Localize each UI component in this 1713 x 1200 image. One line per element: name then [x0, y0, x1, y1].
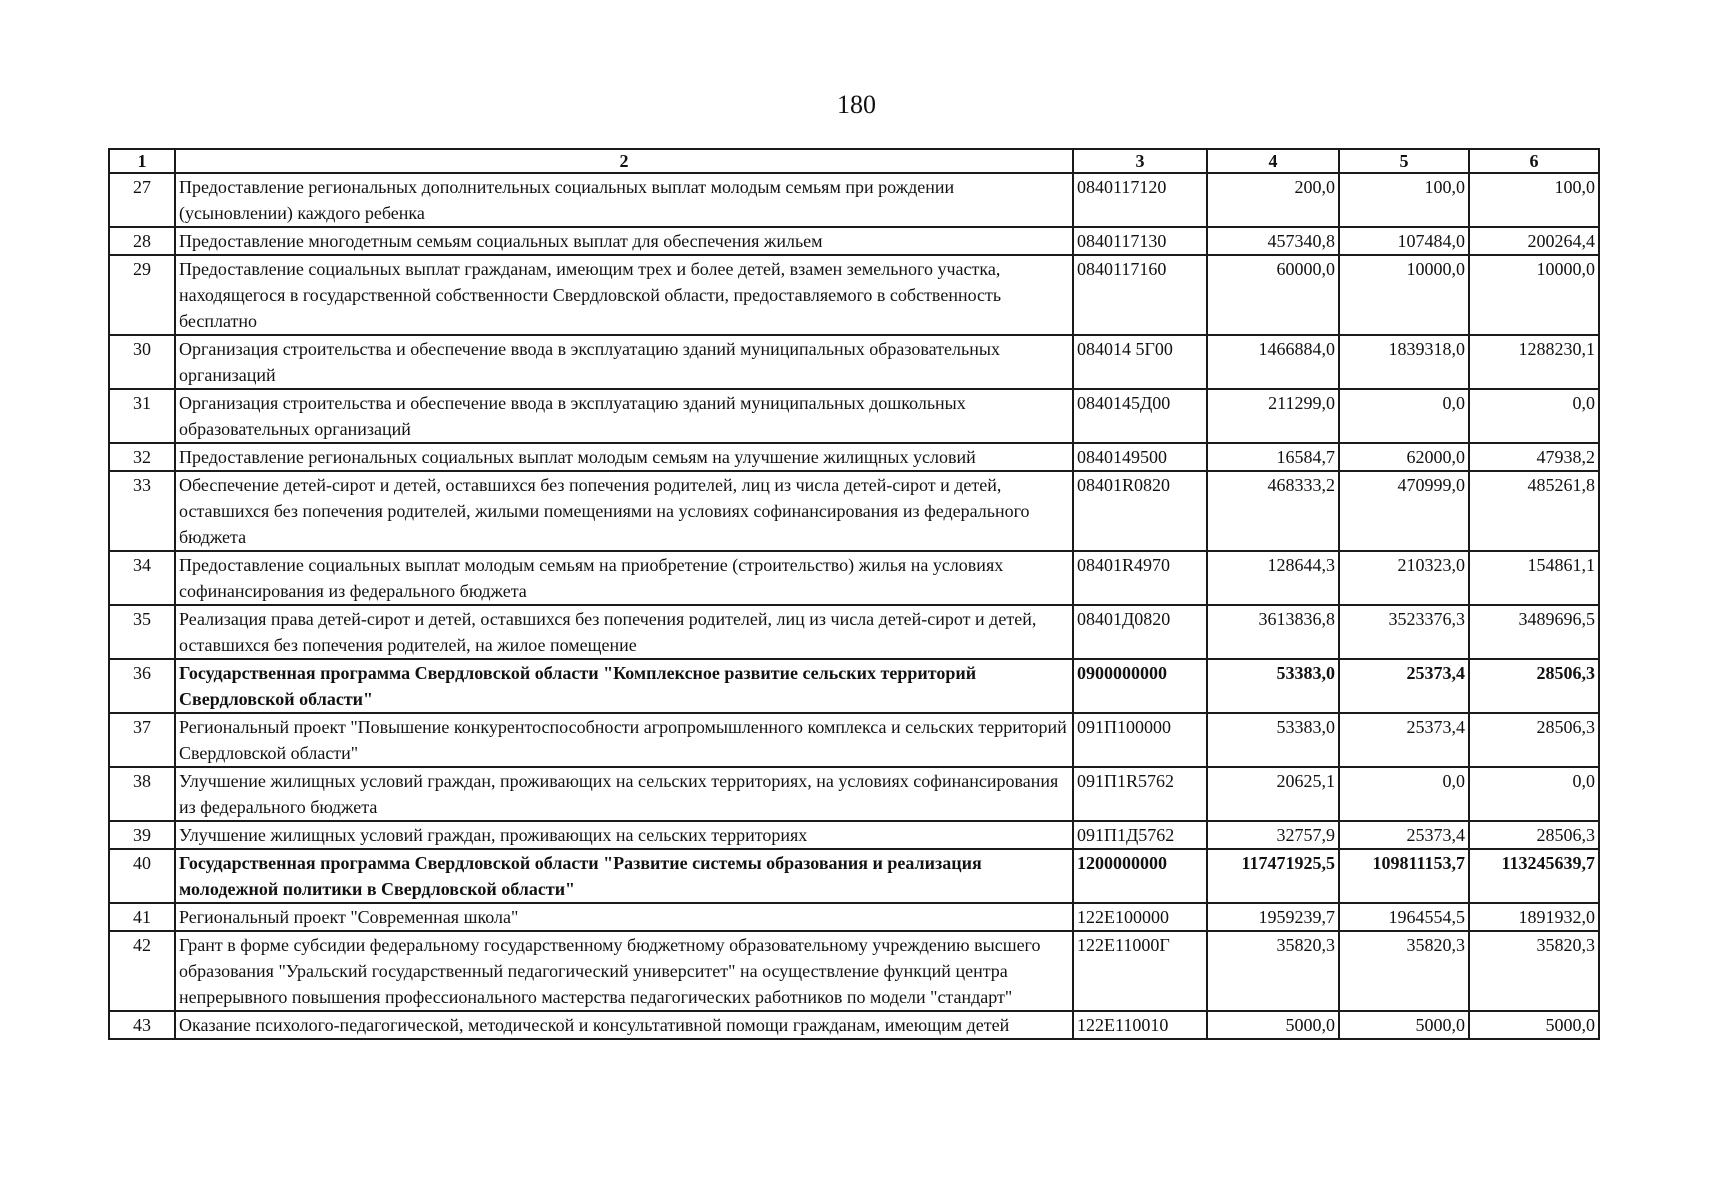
table-row	[109, 605, 1599, 659]
table-row	[109, 551, 1599, 605]
row-value-col5: 25373,4	[1339, 713, 1469, 767]
column-header-5: 5	[1339, 149, 1469, 173]
row-value-col6: 0,0	[1469, 389, 1599, 443]
row-value-col4: 5000,0	[1207, 1011, 1339, 1039]
row-value-col6: 0,0	[1469, 767, 1599, 821]
column-header-6: 6	[1469, 149, 1599, 173]
row-code: 08401R0820	[1073, 471, 1207, 551]
row-code: 0840117160	[1073, 255, 1207, 335]
row-value-col6: 35820,3	[1469, 931, 1599, 1011]
column-header-4: 4	[1207, 149, 1339, 173]
row-number: 31	[109, 389, 175, 443]
row-name: Реализация права детей-сирот и детей, оставшихся без попечения родителей, лиц из числа детей-сирот и детей, оставшихся без попечения родителей, на жилое помещение	[175, 605, 1073, 659]
table-header	[109, 149, 1599, 173]
row-code: 091П1Д5762	[1073, 821, 1207, 849]
row-value-col4: 117471925,5	[1207, 849, 1339, 903]
table-row	[109, 903, 1599, 931]
row-name: Улучшение жилищных условий граждан, проживающих на сельских территориях, на условиях софинансирования из федерального бюджета	[175, 767, 1073, 821]
row-value-col6: 100,0	[1469, 173, 1599, 227]
row-value-col5: 25373,4	[1339, 821, 1469, 849]
table-row	[109, 227, 1599, 255]
row-name: Предоставление региональных дополнительных социальных выплат молодым семьям при рождении (усыновлении) каждого ребенка	[175, 173, 1073, 227]
row-number: 38	[109, 767, 175, 821]
row-value-col5: 0,0	[1339, 389, 1469, 443]
row-value-col5: 100,0	[1339, 173, 1469, 227]
column-header-2: 2	[175, 149, 1073, 173]
row-value-col4: 1466884,0	[1207, 335, 1339, 389]
row-name: Организация строительства и обеспечение ввода в эксплуатацию зданий муниципальных дошкольных образовательных организаций	[175, 389, 1073, 443]
table-row	[109, 173, 1599, 227]
row-name: Региональный проект "Современная школа"	[175, 903, 1073, 931]
row-value-col5: 109811153,7	[1339, 849, 1469, 903]
row-code: 1200000000	[1073, 849, 1207, 903]
row-code: 0840145Д00	[1073, 389, 1207, 443]
row-value-col4: 53383,0	[1207, 713, 1339, 767]
column-header-1: 1	[109, 149, 175, 173]
row-value-col5: 35820,3	[1339, 931, 1469, 1011]
row-value-col6: 10000,0	[1469, 255, 1599, 335]
row-value-col4: 200,0	[1207, 173, 1339, 227]
row-number: 34	[109, 551, 175, 605]
table-row	[109, 713, 1599, 767]
row-value-col5: 0,0	[1339, 767, 1469, 821]
row-value-col5: 25373,4	[1339, 659, 1469, 713]
row-value-col6: 3489696,5	[1469, 605, 1599, 659]
row-value-col4: 468333,2	[1207, 471, 1339, 551]
row-number: 37	[109, 713, 175, 767]
row-number: 33	[109, 471, 175, 551]
row-code: 08401R4970	[1073, 551, 1207, 605]
row-value-col6: 47938,2	[1469, 443, 1599, 471]
row-value-col4: 1959239,7	[1207, 903, 1339, 931]
row-name: Грант в форме субсидии федеральному государственному бюджетному образовательному учреждению высшего образования "Уральский государственный педагогический университет" на осуществление функций центра непрерывного повышения профессионального мастерства педагогических работников по модели "стандарт"	[175, 931, 1073, 1011]
row-number: 36	[109, 659, 175, 713]
row-name: Региональный проект "Повышение конкурентоспособности агропромышленного комплекса и сельских территорий Свердловской области"	[175, 713, 1073, 767]
row-value-col6: 28506,3	[1469, 713, 1599, 767]
row-value-col4: 16584,7	[1207, 443, 1339, 471]
table-row	[109, 849, 1599, 903]
row-code: 091П1R5762	[1073, 767, 1207, 821]
row-code: 08401Д0820	[1073, 605, 1207, 659]
row-number: 27	[109, 173, 175, 227]
table-row	[109, 1011, 1599, 1039]
row-code: 122Е110010	[1073, 1011, 1207, 1039]
row-value-col4: 128644,3	[1207, 551, 1339, 605]
row-value-col5: 470999,0	[1339, 471, 1469, 551]
row-name: Обеспечение детей-сирот и детей, оставшихся без попечения родителей, лиц из числа детей-сирот и детей, оставшихся без попечения родителей, жилыми помещениями на условиях софинансирования из федерального бюджета	[175, 471, 1073, 551]
row-value-col5: 1964554,5	[1339, 903, 1469, 931]
row-value-col5: 5000,0	[1339, 1011, 1469, 1039]
row-code: 0840117120	[1073, 173, 1207, 227]
table-row	[109, 767, 1599, 821]
row-value-col6: 28506,3	[1469, 821, 1599, 849]
row-number: 35	[109, 605, 175, 659]
row-code: 0840149500	[1073, 443, 1207, 471]
row-value-col5: 3523376,3	[1339, 605, 1469, 659]
row-value-col6: 1288230,1	[1469, 335, 1599, 389]
row-code: 122Е100000	[1073, 903, 1207, 931]
column-header-3: 3	[1073, 149, 1207, 173]
row-value-col5: 1839318,0	[1339, 335, 1469, 389]
row-value-col6: 113245639,7	[1469, 849, 1599, 903]
row-value-col6: 5000,0	[1469, 1011, 1599, 1039]
header-row	[109, 149, 1599, 173]
row-number: 42	[109, 931, 175, 1011]
row-value-col6: 1891932,0	[1469, 903, 1599, 931]
row-name: Предоставление многодетным семьям социальных выплат для обеспечения жильем	[175, 227, 1073, 255]
row-name: Государственная программа Свердловской области "Развитие системы образования и реализация молодежной политики в Свердловской области"	[175, 849, 1073, 903]
row-code: 084014 5Г00	[1073, 335, 1207, 389]
table-row	[109, 931, 1599, 1011]
row-value-col4: 3613836,8	[1207, 605, 1339, 659]
row-number: 40	[109, 849, 175, 903]
row-name: Предоставление региональных социальных выплат молодым семьям на улучшение жилищных условий	[175, 443, 1073, 471]
table-body	[109, 173, 1599, 1039]
row-value-col6: 200264,4	[1469, 227, 1599, 255]
table-row	[109, 389, 1599, 443]
table-row	[109, 255, 1599, 335]
row-value-col5: 10000,0	[1339, 255, 1469, 335]
row-value-col4: 211299,0	[1207, 389, 1339, 443]
row-value-col6: 28506,3	[1469, 659, 1599, 713]
table-row	[109, 821, 1599, 849]
row-number: 32	[109, 443, 175, 471]
row-number: 30	[109, 335, 175, 389]
row-code: 0840117130	[1073, 227, 1207, 255]
row-number: 41	[109, 903, 175, 931]
row-value-col4: 53383,0	[1207, 659, 1339, 713]
table-row	[109, 471, 1599, 551]
row-name: Предоставление социальных выплат молодым семьям на приобретение (строительство) жилья на условиях софинансирования из федерального бюджета	[175, 551, 1073, 605]
page-number: 180	[837, 90, 876, 119]
row-name: Улучшение жилищных условий граждан, проживающих на сельских территориях	[175, 821, 1073, 849]
row-name: Организация строительства и обеспечение ввода в эксплуатацию зданий муниципальных образовательных организаций	[175, 335, 1073, 389]
row-number: 29	[109, 255, 175, 335]
table-row	[109, 659, 1599, 713]
row-code: 122Е11000Г	[1073, 931, 1207, 1011]
row-value-col5: 62000,0	[1339, 443, 1469, 471]
row-value-col4: 35820,3	[1207, 931, 1339, 1011]
row-value-col4: 457340,8	[1207, 227, 1339, 255]
row-value-col4: 60000,0	[1207, 255, 1339, 335]
budget-table	[108, 148, 1600, 1040]
row-number: 39	[109, 821, 175, 849]
row-name: Оказание психолого-педагогической, методической и консультативной помощи гражданам, имеющим детей	[175, 1011, 1073, 1039]
row-code: 0900000000	[1073, 659, 1207, 713]
row-value-col6: 154861,1	[1469, 551, 1599, 605]
row-code: 091П100000	[1073, 713, 1207, 767]
row-name: Государственная программа Свердловской области "Комплексное развитие сельских территорий Свердловской области"	[175, 659, 1073, 713]
row-value-col4: 20625,1	[1207, 767, 1339, 821]
table-row	[109, 335, 1599, 389]
row-value-col5: 210323,0	[1339, 551, 1469, 605]
row-value-col4: 32757,9	[1207, 821, 1339, 849]
row-name: Предоставление социальных выплат гражданам, имеющим трех и более детей, взамен земельного участка, находящегося в государственной собственности Свердловской области, предоставляемого в собственность бесплатно	[175, 255, 1073, 335]
row-number: 28	[109, 227, 175, 255]
table-row	[109, 443, 1599, 471]
row-value-col6: 485261,8	[1469, 471, 1599, 551]
row-value-col5: 107484,0	[1339, 227, 1469, 255]
row-number: 43	[109, 1011, 175, 1039]
